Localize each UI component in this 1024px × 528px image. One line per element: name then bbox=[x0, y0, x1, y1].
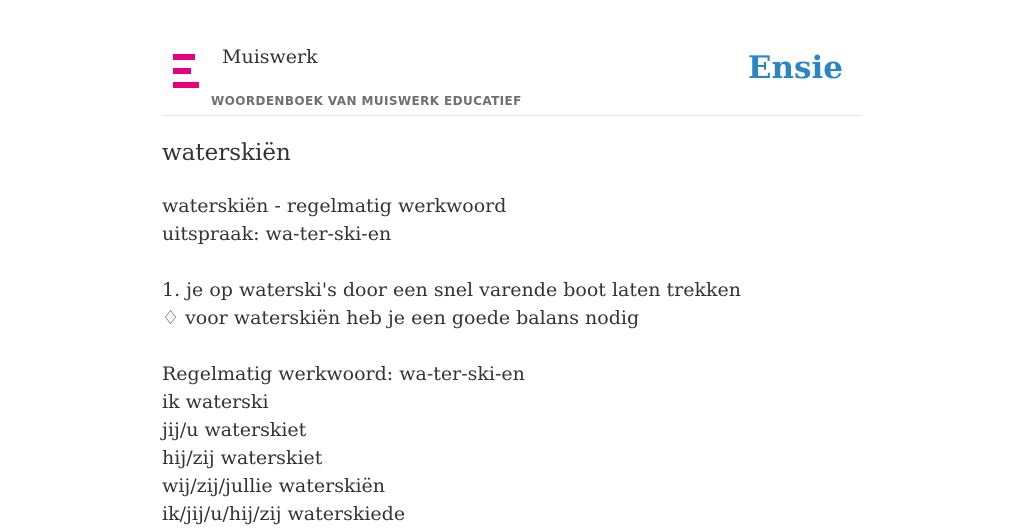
entry-line: jij/u waterskiet bbox=[162, 419, 307, 441]
entry-line bbox=[162, 248, 741, 276]
site-header bbox=[162, 0, 862, 116]
entry-body bbox=[162, 192, 741, 528]
entry-line: ♢ voor waterskiën heb je een goede balans nodig bbox=[162, 307, 640, 329]
entry-line: 1. je op waterski's door een snel varende boot laten trekken bbox=[162, 279, 741, 301]
muiswerk-logo-icon[interactable] bbox=[173, 54, 201, 88]
site-tagline: WOORDENBOEK VAN MUISWERK EDUCATIEF bbox=[211, 94, 522, 108]
site-name[interactable]: Muiswerk bbox=[222, 46, 318, 68]
entry-line: wij/zij/jullie waterskiën bbox=[162, 475, 386, 497]
entry-line: ik/jij/u/hij/zij waterskiede bbox=[162, 503, 406, 525]
ensie-logo[interactable]: Ensie bbox=[747, 50, 843, 86]
entry-title: waterskiën bbox=[162, 140, 291, 166]
entry-line bbox=[162, 332, 741, 360]
entry-line: waterskiën - regelmatig werkwoord bbox=[162, 195, 507, 217]
entry-line: Regelmatig werkwoord: wa-ter-ski-en bbox=[162, 363, 525, 385]
entry-line: hij/zij waterskiet bbox=[162, 447, 323, 469]
entry-line: uitspraak: wa-ter-ski-en bbox=[162, 223, 392, 245]
page bbox=[162, 0, 862, 525]
entry-line: ik waterski bbox=[162, 391, 269, 413]
